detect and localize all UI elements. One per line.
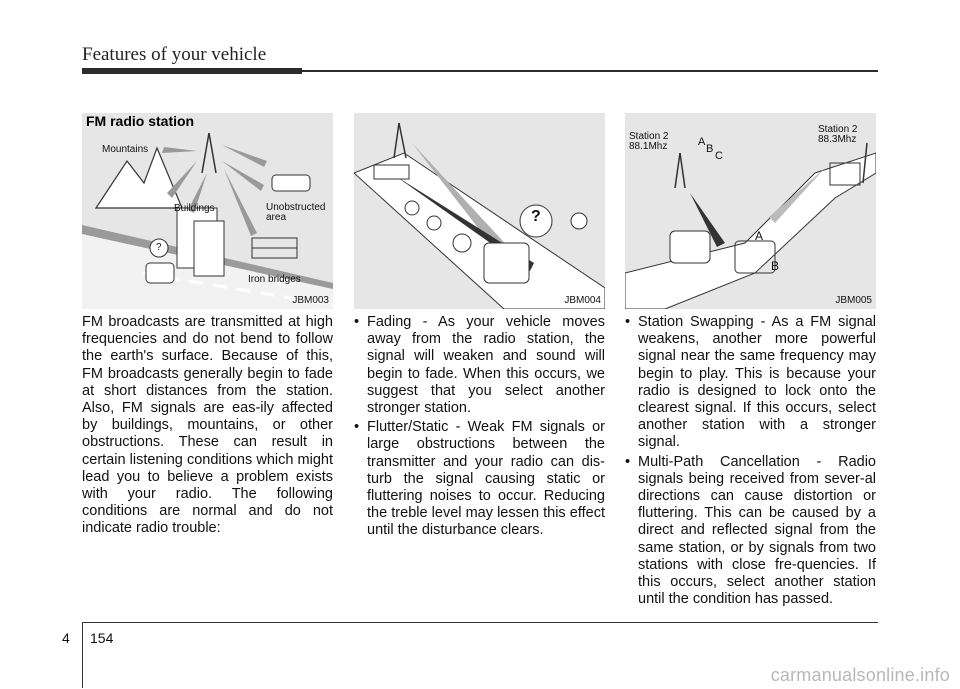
bullet-multipath: • Multi-Path Cancellation - Radio signals being received from sever-al directions can cause distortion or fluttering. This can be caused by a direct and reflected signal from the same station, or by signals from two stations with close fre-quencies. If this occurs, select another station until the condition has passed. xyxy=(625,454,876,609)
footer-divider xyxy=(82,622,83,688)
header-rule xyxy=(300,70,878,72)
figure-code: JBM005 xyxy=(835,295,872,306)
label-a-top: A xyxy=(698,136,706,148)
label-a-bottom: A xyxy=(755,229,764,243)
chapter-number: 4 xyxy=(62,630,70,646)
label-mountains: Mountains xyxy=(102,144,149,155)
label-b-bottom: B xyxy=(771,259,780,273)
label-buildings: Buildings xyxy=(174,203,215,214)
header-title: Features of your vehicle xyxy=(82,44,267,65)
bullet-list-col2 xyxy=(354,314,605,542)
label-station-left: Station 2 xyxy=(629,131,669,142)
label-unobstructed: Unobstructed xyxy=(266,202,326,213)
bullet-flutter-static: • Flutter/Static - Weak FM signals or large obstructions between the transmitter and your radio can dis-turb the signal causing static or fluttering noises to occur. Reducing the treble level may lessen this effect until the disturbance clears. xyxy=(354,419,605,539)
header-bar xyxy=(82,68,302,74)
figure-code: JBM003 xyxy=(292,295,329,306)
bullet-fading: • Fading - As your vehicle moves away from the radio station, the signal will weaken and sound will begin to fade. When this occurs, we suggest that you select another stronger station. xyxy=(354,314,605,417)
label-freq-right: 88.3Mhz xyxy=(818,134,857,145)
fading-illustration xyxy=(354,113,605,309)
page-number: 154 xyxy=(90,630,114,646)
label-area: area xyxy=(266,212,287,223)
label-question: ? xyxy=(156,242,162,253)
figure-fading xyxy=(354,113,605,309)
footer-rule xyxy=(82,622,878,623)
label-question-large: ? xyxy=(531,208,541,225)
intro-paragraph: FM broadcasts are transmitted at high frequencies and do not bend to follow the earth's surface. Because of this, FM broadcasts generally begin to fade at short distances from the station. Also, FM signals are eas-ily affected by buildings, mountains, or other obstructions. These can result in certain listening conditions which might lead you to believe a problem exists with your radio. The following conditions are normal and do not indicate radio trouble: xyxy=(82,314,333,537)
label-c-top: C xyxy=(715,150,723,162)
bullet-list-col3 xyxy=(625,314,876,610)
label-b-top: B xyxy=(706,143,714,155)
figure-heading: FM radio station xyxy=(86,113,195,129)
label-iron-bridges: Iron bridges xyxy=(248,274,301,285)
bullet-station-swapping: • Station Swapping - As a FM signal weakens, another more powerful signal near the same frequency may begin to play. This is because your radio is designed to lock onto the clearest signal. If this occurs, select another station with a stronger signal. xyxy=(625,314,876,452)
label-station-right: Station 2 xyxy=(818,124,858,135)
figure-station-swapping xyxy=(625,113,876,309)
figure-fm-radio-station xyxy=(82,113,333,309)
label-freq-left: 88.1Mhz xyxy=(629,141,668,152)
watermark: carmanualsonline.info xyxy=(770,665,950,685)
figure-code: JBM004 xyxy=(564,295,601,306)
